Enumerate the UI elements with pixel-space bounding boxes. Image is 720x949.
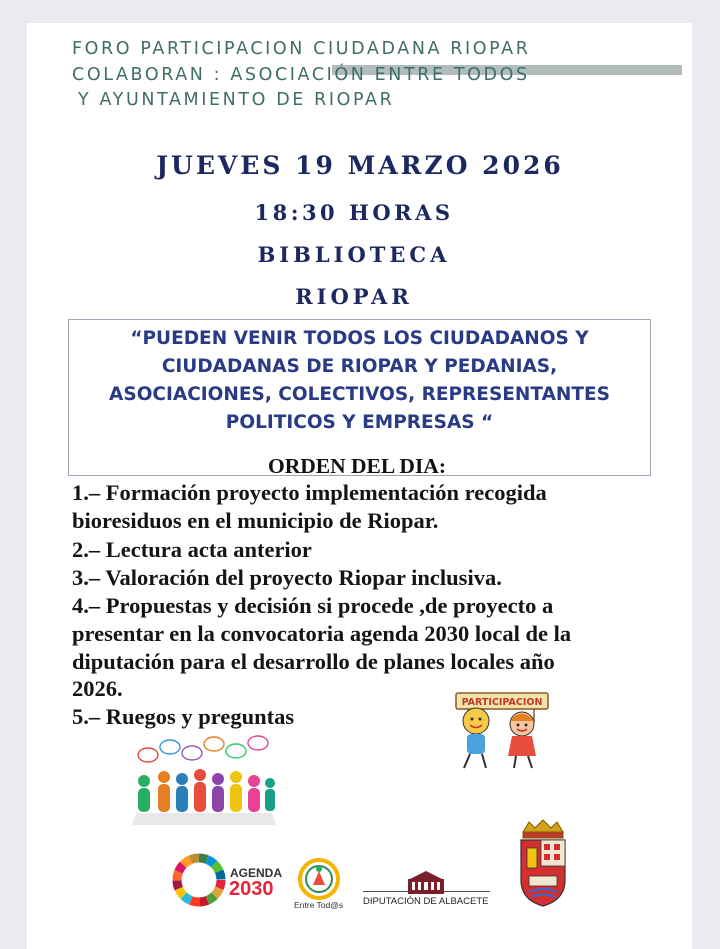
people-speech-bubbles-illustration (126, 733, 282, 833)
agenda-heading: ORDEN DEL DIA: (268, 454, 446, 478)
agenda-2030-wheel-icon (171, 852, 227, 908)
participation-kids-illustration (446, 688, 558, 770)
event-town: RIOPAR (295, 284, 413, 309)
header-line-3: Y AYUNTAMIENTO DE RIOPAR (78, 90, 395, 110)
diputacion-rule-left (363, 891, 409, 892)
notice-line-1: “PUEDEN VENIR TODOS LOS CIUDADANOS Y (130, 328, 589, 349)
notice-line-2: CIUDADANAS DE RIOPAR Y PEDANIAS, (161, 356, 558, 377)
notice-line-4: POLITICOS Y EMPRESAS “ (225, 412, 494, 433)
agenda-line: 5.– Ruegos y preguntas (72, 704, 295, 729)
agenda-line: diputación para el desarrollo de planes locales año (72, 649, 555, 674)
agenda-line: 2026. (72, 676, 123, 701)
agenda-line: 2.– Lectura acta anterior (72, 537, 312, 562)
riopar-coat-of-arms-icon (515, 818, 571, 910)
diputacion-logo-text: DIPUTACIÓN DE ALBACETE (363, 896, 489, 907)
header-line-1: FORO PARTICIPACION CIUDADANA RIOPAR (72, 39, 531, 59)
agenda-logo-year: 2030 (229, 878, 274, 900)
agenda-line: bioresiduos en el municipio de Riopar. (72, 508, 439, 533)
agenda-line: presentar en la convocatoria agenda 2030 local de la (72, 621, 572, 646)
header-line-2: COLABORAN : ASOCIACIÓN ENTRE TODOS (72, 65, 530, 85)
event-time: 18:30 HORAS (254, 200, 454, 225)
diputacion-rule-right (444, 891, 490, 892)
agenda-line: 1.– Formación proyecto implementación recogida (72, 480, 547, 505)
agenda-line: 3.– Valoración del proyecto Riopar inclusiva. (72, 565, 502, 590)
diputacion-building-icon (406, 869, 446, 895)
event-place: BIBLIOTECA (257, 242, 451, 267)
notice-line-3: ASOCIACIONES, COLECTIVOS, REPRESENTANTES (109, 384, 610, 405)
entre-todos-logo-icon (297, 857, 341, 901)
agenda-line: 4.– Propuestas y decisión si procede ,de proyecto a (72, 593, 554, 618)
participacion-sign-text: PARTICIPACION (461, 697, 543, 708)
agenda-logo-word: AGENDA (230, 866, 283, 880)
event-date: JUEVES 19 MARZO 2026 (156, 151, 564, 180)
entre-todos-logo-text: Entre Tod@s (294, 900, 344, 910)
